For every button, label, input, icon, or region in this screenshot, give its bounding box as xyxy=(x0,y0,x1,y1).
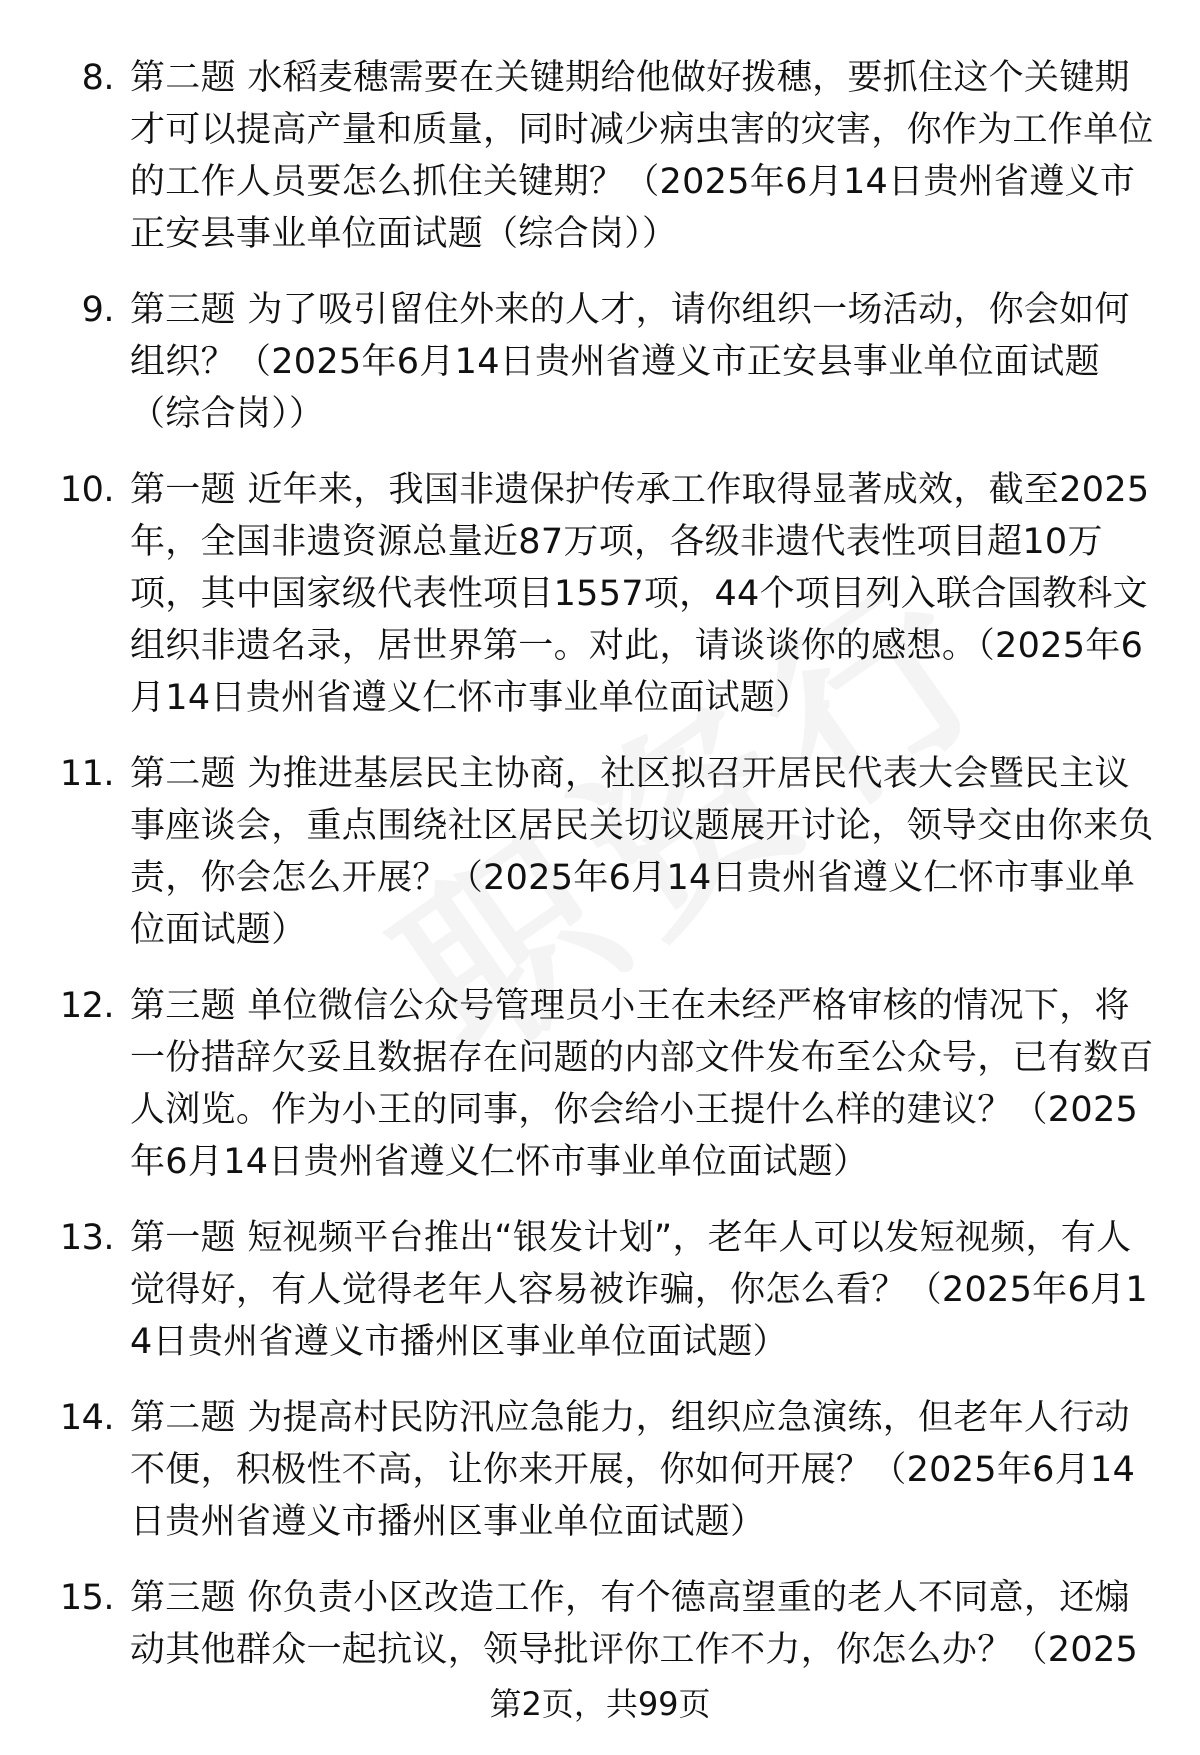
question-text: 第三题 单位微信公众号管理员小王在未经严格审核的情况下，将一份措辞欠妥且数据存在问题的内部文件发布至公众号，已有数百人浏览。作为小王的同事，你会给小王提什么样的建议？（2025年6月14日贵州省遵义仁怀市事业单位面试题） xyxy=(130,986,1154,1182)
question-number: 15. xyxy=(59,1578,114,1618)
question-number: 10. xyxy=(59,470,114,510)
question-list xyxy=(48,52,1160,1700)
question-text: 第一题 近年来，我国非遗保护传承工作取得显著成效，截至2025年，全国非遗资源总量近87万项，各级非遗代表性项目超10万项，其中国家级代表性项目1557项，44个项目列入联合国教科文组织非遗名录，居世界第一。对此，请谈谈你的感想。（2025年6月14日贵州省遵义仁怀市事业单位面试题） xyxy=(130,470,1150,718)
question-number: 8. xyxy=(81,58,114,98)
question-number: 14. xyxy=(59,1398,114,1438)
question-text: 第一题 短视频平台推出“银发计划”，老年人可以发短视频，有人觉得好，有人觉得老年人容易被诈骗，你怎么看？（2025年6月14日贵州省遵义市播州区事业单位面试题） xyxy=(130,1218,1148,1362)
question-text: 第二题 为提高村民防汛应急能力，组织应急演练，但老年人行动不便，积极性不高，让你来开展，你如何开展？（2025年6月14日贵州省遵义市播州区事业单位面试题） xyxy=(130,1398,1136,1542)
question-item xyxy=(48,748,1160,956)
page-footer: 第2页，共99页 xyxy=(489,1685,711,1723)
question-number: 12. xyxy=(59,986,114,1026)
question-text: 第二题 水稻麦穗需要在关键期给他做好拨穗，要抓住这个关键期才可以提高产量和质量，同时减少病虫害的灾害，你作为工作单位的工作人员要怎么抓住关键期？（2025年6月14日贵州省遵义市正安县事业单位面试题（综合岗）） xyxy=(130,58,1154,254)
question-text: 第三题 为了吸引留住外来的人才，请你组织一场活动，你会如何组织？（2025年6月14日贵州省遵义市正安县事业单位面试题（综合岗）） xyxy=(130,290,1130,434)
question-number: 9. xyxy=(81,290,114,330)
question-number: 13. xyxy=(59,1218,114,1258)
question-text: 第二题 为推进基层民主协商，社区拟召开居民代表大会暨民主议事座谈会，重点围绕社区居民关切议题展开讨论，领导交由你来负责，你会怎么开展？（2025年6月14日贵州省遵义仁怀市事业单位面试题） xyxy=(130,754,1154,950)
question-item xyxy=(48,1572,1160,1676)
question-item xyxy=(48,1212,1160,1368)
question-item xyxy=(48,980,1160,1188)
question-item xyxy=(48,464,1160,724)
question-item xyxy=(48,52,1160,260)
question-item xyxy=(48,1392,1160,1548)
question-item xyxy=(48,284,1160,440)
question-number: 11. xyxy=(59,754,114,794)
question-text: 第三题 你负责小区改造工作，有个德高望重的老人不同意，还煽动其他群众一起抗议，领导批评你工作不力，你怎么办？（2025 xyxy=(130,1578,1139,1670)
